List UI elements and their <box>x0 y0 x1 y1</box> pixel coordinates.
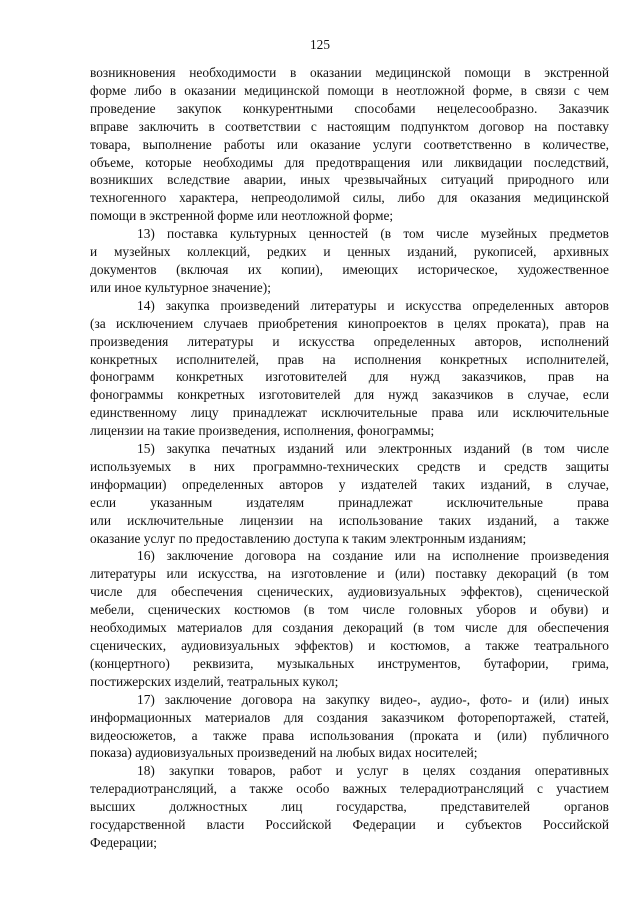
text-line: возникновения необходимости в оказании медицинской помощи в экстренной <box>90 65 609 80</box>
text-line: показа) аудиовизуальных произведений на любых видах носителей; <box>90 745 478 761</box>
text-line: литературы или искусства, на изготовление и (или) поставку декораций (в том <box>90 566 609 582</box>
text-line: проведение закупок конкурентными способами нецелесообразно. Заказчик <box>90 100 609 116</box>
text-line: форме либо в оказании медицинской помощи в неотложной форме, в связи с чем <box>90 82 609 98</box>
text-line: или исключительные лицензии на использование таких изданий, а также <box>90 512 609 528</box>
paragraph-item-17 <box>90 691 609 763</box>
text-line: 13) поставка культурных ценностей (в том числе музейных предметов <box>137 226 609 242</box>
text-line: информации) определенных авторов у издателей таких изданий, в случае, <box>90 476 609 492</box>
text-line: 16) заключение договора на создание или на исполнение произведения <box>137 548 609 564</box>
text-line: телерадиотрансляций, а также особо важных телерадиотрансляций с участием <box>90 781 609 797</box>
text-line: техногенного характера, непреодолимой силы, либо для оказания медицинской <box>90 190 609 206</box>
text-line: если указанным издателям принадлежат исключительные права <box>90 494 609 510</box>
text-line: или иное культурное значение); <box>90 279 271 295</box>
paragraph-item-13 <box>90 225 609 297</box>
text-line: объеме, которые необходимы для предотвращения или ликвидации последствий, <box>90 154 609 170</box>
text-line: сценических, аудиовизуальных эффектов) и костюмов, а также театрального <box>90 638 609 653</box>
document-body <box>90 64 609 852</box>
text-line: мебели, сценических костюмов (в том числе головных уборов и обуви) и <box>90 602 609 618</box>
text-line: фонограмм конкретных изготовителей для нужд заказчиков, прав на <box>90 369 609 385</box>
text-line: 18) закупки товаров, работ и услуг в целях создания оперативных <box>137 763 609 779</box>
text-line: помощи в экстренной форме или неотложной форме; <box>90 208 394 224</box>
text-line: Федерации; <box>90 834 157 850</box>
text-line: (концертного) реквизита, музыкальных инструментов, бутафории, грима, <box>90 655 609 671</box>
text-line: используемых в них программно-технических средств и средств защиты <box>90 458 609 474</box>
text-line: 15) закупка печатных изданий или электронных изданий (в том числе <box>137 441 609 457</box>
text-line: 17) заключение договора на закупку видео-, аудио-, фото- и (или) иных <box>137 691 609 707</box>
paragraph-continuation <box>90 64 609 225</box>
text-line: видеосюжетов, а также права использования (проката и (или) публичного <box>90 727 609 743</box>
text-line: фонограммы конкретных изготовителей для нужд заказчиков в случае, если <box>90 387 609 403</box>
text-line: информационных материалов для создания заказчиком фоторепортажей, статей, <box>90 709 609 725</box>
text-line: документов (включая их копии), имеющих историческое, художественное <box>90 261 609 277</box>
text-line: вправе заключить в соответствии с настоящим подпунктом договор на поставку <box>90 118 609 134</box>
text-line: конкретных исполнителей, прав на исполнения конкретных исполнителей, <box>90 351 609 367</box>
paragraph-item-16 <box>90 547 609 690</box>
page-number: 125 <box>310 37 330 52</box>
text-line: произведения литературы и искусства определенных авторов, исполнений <box>90 333 609 349</box>
text-line: возникших вследствие аварии, иных чрезвычайных ситуаций природного или <box>90 172 609 188</box>
text-line: лицензии на такие произведения, исполнения, фонограммы; <box>90 423 435 439</box>
text-line: постижерских изделий, театральных кукол; <box>90 673 339 689</box>
text-line: числе для обеспечения сценических, аудиовизуальных эффектов), сценической <box>90 584 609 600</box>
text-line: и музейных коллекций, редких и ценных изданий, рукописей, архивных <box>90 244 609 260</box>
paragraph-item-15 <box>90 440 609 547</box>
text-line: 14) закупка произведений литературы и искусства определенных авторов <box>137 297 609 313</box>
text-line: товара, выполнение работы или оказание услуги соответственно в количестве, <box>90 136 609 152</box>
text-line: государственной власти Российской Федерации и субъектов Российской <box>90 817 609 833</box>
text-line: (за исключением случаев приобретения кинопроектов в целях проката), прав на <box>90 315 609 331</box>
text-line: высших должностных лиц государства, представителей органов <box>90 799 609 815</box>
paragraph-item-14 <box>90 297 609 440</box>
paragraph-item-18 <box>90 762 609 852</box>
text-line: единственному лицу принадлежат исключительные права или исключительные <box>90 405 609 421</box>
text-line: оказание услуг по предоставлению доступа к таким электронным изданиям; <box>90 530 527 546</box>
text-line: необходимых материалов для создания декораций (в том числе для обеспечения <box>90 620 609 636</box>
